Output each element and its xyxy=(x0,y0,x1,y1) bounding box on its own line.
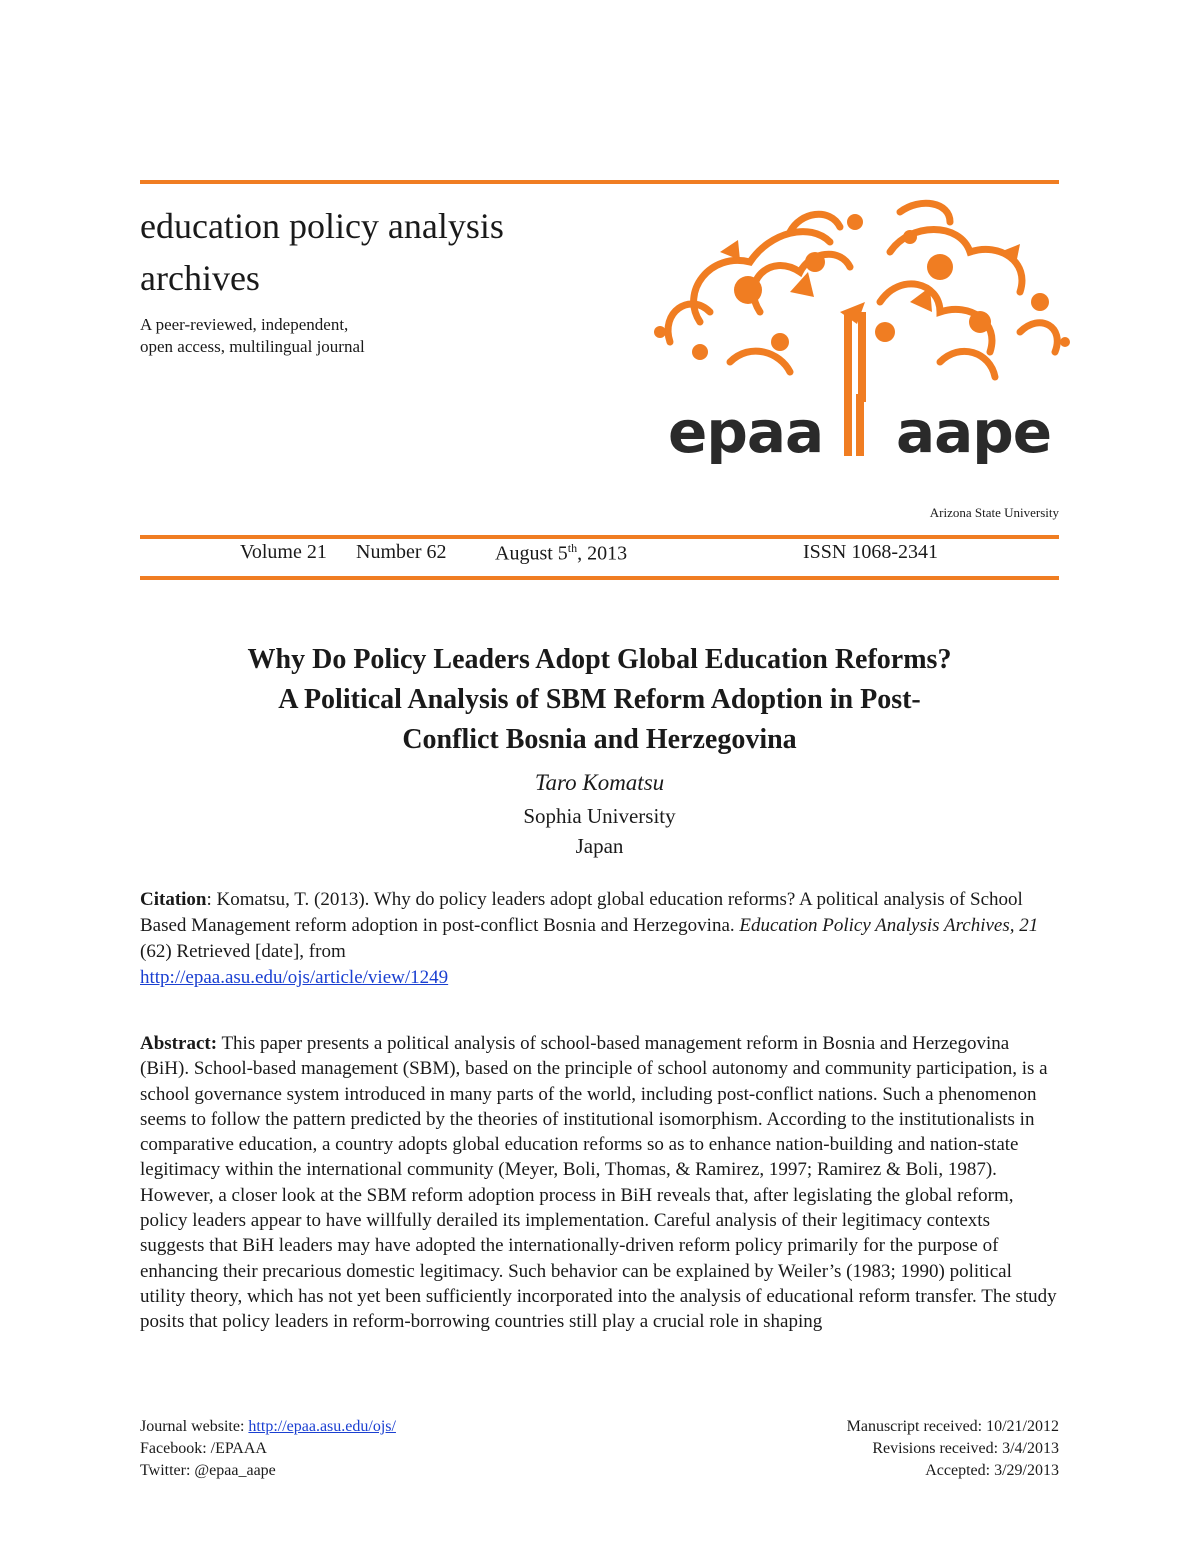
author-name: Taro Komatsu xyxy=(534,770,665,795)
tree-logo-icon xyxy=(640,192,1078,402)
footer-dates xyxy=(847,1416,1059,1482)
manuscript-received: Manuscript received: 10/21/2012 xyxy=(846,1418,1059,1435)
journal-name-line1: education policy analysis xyxy=(140,206,504,246)
issue-top-rule xyxy=(140,535,1059,539)
issue-bottom-rule xyxy=(140,576,1059,580)
logo-left-text: epaa xyxy=(668,398,824,466)
citation-text: : Komatsu, T. (2013). Why do policy leaders adopt global education reforms? A political analysis of School Based Management reform adoption in post-conflict Bosnia and Herzegovina. xyxy=(140,889,1023,936)
title-line2: A Political Analysis of SBM Reform Adoption in Post- xyxy=(278,684,921,715)
header-top-rule xyxy=(140,180,1059,184)
journal-name xyxy=(140,200,620,304)
tagline-line1: A peer-reviewed, independent, xyxy=(140,315,349,334)
volume: Volume 21 xyxy=(240,541,327,563)
abstract-block xyxy=(140,1031,1059,1335)
title-line1: Why Do Policy Leaders Adopt Global Education Reforms? xyxy=(247,644,952,675)
journal-website-line xyxy=(140,1416,396,1438)
citation-text-2: (62) Retrieved [date], from xyxy=(140,941,346,962)
logo-bars-icon xyxy=(842,394,866,456)
author-affiliation: Sophia University xyxy=(523,804,676,828)
abstract-text: This paper presents a political analysis of school-based management reform in Bosnia and Herzegovina (BiH). School-based management (SBM), based on the principle of school autonomy and community participation, is a school governance system introduced in many parts of the world, including post-conflict nations. Such a phenomenon seems to follow the pattern predicted by the theories of institutional isomorphism. According to the institutionalists in comparative education, a country adopts global education reforms so as to enhance nation-building and nation-state legitimacy within the international community (Meyer, Boli, Thomas, & Ramirez, 1997; Ramirez & Boli, 1987). However, a closer look at the SBM reform adoption process in BiH reveals that, after legislating the global reform, policy leaders appear to have willfully derailed its implementation. Careful analysis of their legitimacy contexts suggests that BiH leaders may have adopted the internationally-driven reform policy primarily for the purpose of enhancing their precarious domestic legitimacy. Such behavior can be explained by Weiler’s (1983; 1990) political utility theory, which has not yet been sufficiently incorporated into the analysis of educational reform transfer. The study posits that policy leaders in reform-borrowing countries still play a crucial role in shaping xyxy=(140,1033,1057,1333)
date-prefix: August 5 xyxy=(495,542,568,565)
author-country: Japan xyxy=(575,834,624,858)
journal-tagline xyxy=(140,314,460,358)
citation-block xyxy=(140,887,1059,991)
logo-right-text: aape xyxy=(896,398,1052,466)
institution-label: Arizona State University xyxy=(929,505,1059,520)
number: Number 62 xyxy=(356,541,447,563)
facebook-line: Facebook: /EPAAA xyxy=(140,1440,267,1457)
issn: ISSN 1068-2341 xyxy=(803,541,939,563)
date-year: , 2013 xyxy=(577,542,628,565)
website-label: Journal website: xyxy=(140,1418,249,1435)
title-line3: Conflict Bosnia and Herzegovina xyxy=(402,724,797,755)
tagline-line2: open access, multilingual journal xyxy=(140,337,365,356)
journal-name-line2: archives xyxy=(140,258,260,298)
epaa-aape-wordmark xyxy=(668,398,1052,466)
twitter-line: Twitter: @epaa_aape xyxy=(140,1462,276,1479)
journal-website-link[interactable]: http://epaa.asu.edu/ojs/ xyxy=(248,1418,396,1435)
citation-link[interactable]: http://epaa.asu.edu/ojs/article/view/1249 xyxy=(140,967,449,988)
article-title xyxy=(140,640,1059,760)
citation-journal: Education Policy Analysis Archives, 21 xyxy=(739,915,1039,936)
issue-line xyxy=(140,541,1059,571)
citation-label: Citation xyxy=(140,889,207,910)
date-suffix: th xyxy=(567,541,578,555)
accepted-date: Accepted: 3/29/2013 xyxy=(925,1462,1059,1479)
issue-date xyxy=(495,541,627,566)
footer-contacts xyxy=(140,1416,396,1482)
abstract-label: Abstract: xyxy=(140,1033,218,1054)
revisions-received: Revisions received: 3/4/2013 xyxy=(872,1440,1059,1457)
